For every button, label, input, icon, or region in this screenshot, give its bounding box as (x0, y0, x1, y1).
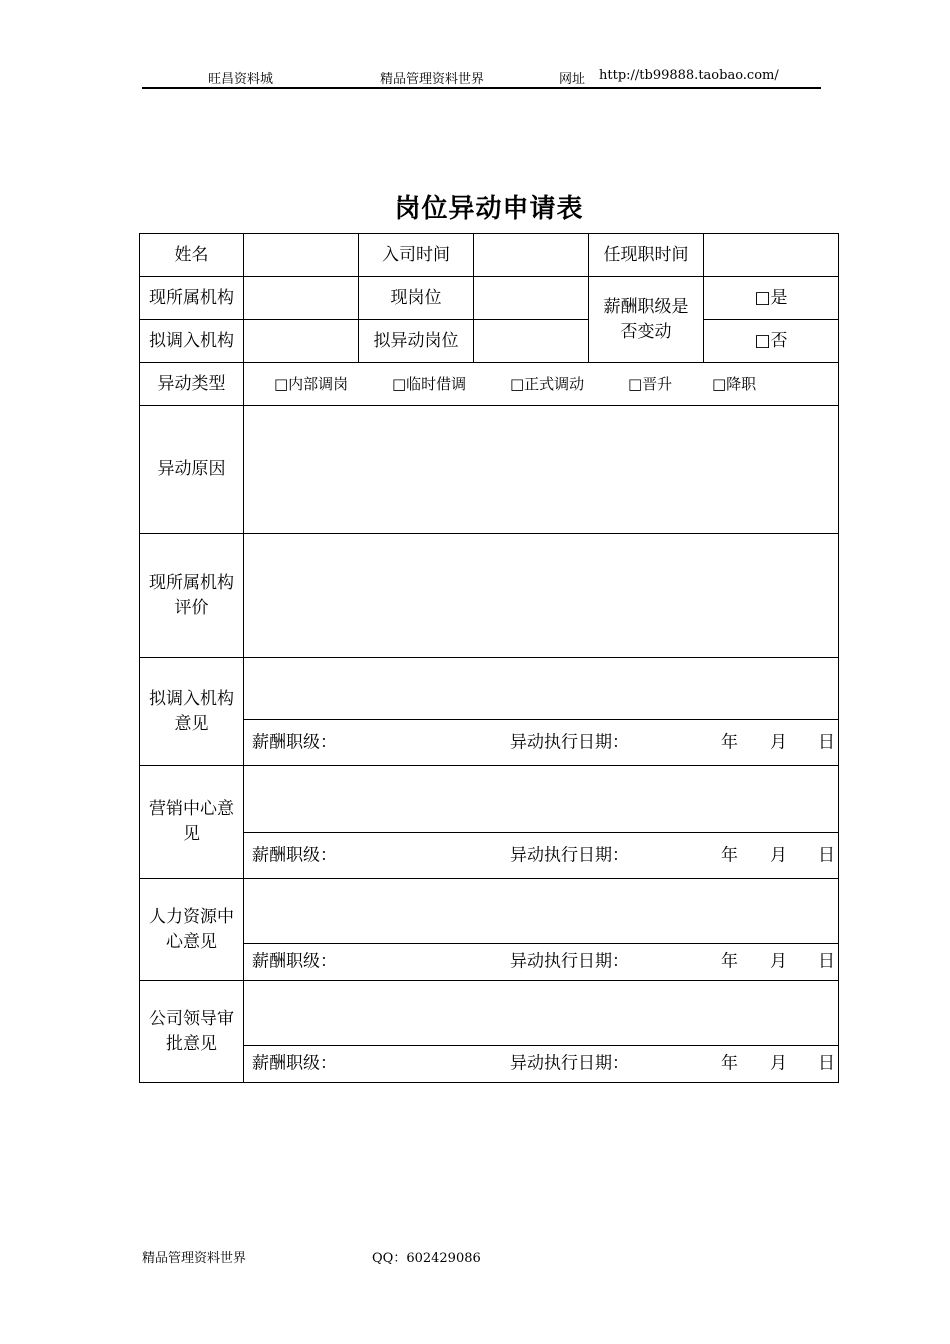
salary-change-label: 薪酬职级是否变动 (589, 277, 704, 363)
target-org-opinion-label: 拟调入机构意见 (140, 658, 244, 766)
join-date-label: 入司时间 (359, 234, 474, 277)
page-title: 岗位异动申请表 (394, 194, 584, 224)
exec-date-label: 异动执行日期： (510, 1053, 629, 1074)
leadership-opinion-label: 公司领导审批意见 (140, 981, 244, 1083)
join-date-field[interactable] (474, 234, 589, 277)
current-org-field[interactable] (244, 277, 359, 320)
footer-qq: QQ：602429086 (372, 1251, 481, 1266)
change-type-formal-checkbox[interactable]: □正式调动 (510, 374, 585, 393)
reason-label: 异动原因 (140, 406, 244, 534)
change-type-label: 异动类型 (140, 363, 244, 406)
salary-grade-label: 薪酬职级： (252, 951, 337, 972)
header-shop: 旺昌资料城 (208, 72, 274, 87)
hr-sign-line (244, 944, 839, 981)
day-label: 日 (818, 732, 835, 752)
target-org-field[interactable] (244, 320, 359, 363)
hr-opinion-field[interactable] (244, 879, 839, 944)
marketing-opinion-field[interactable] (244, 766, 839, 833)
current-post-label: 现岗位 (359, 277, 474, 320)
salary-change-yes-checkbox[interactable]: □是 (704, 277, 839, 320)
reason-field[interactable] (244, 406, 839, 534)
target-org-opinion-field[interactable] (244, 658, 839, 720)
year-label: 年 (721, 1053, 738, 1074)
marketing-sign-line (244, 833, 839, 879)
change-type-demotion-checkbox[interactable]: □降职 (712, 374, 757, 393)
current-org-eval-field[interactable] (244, 534, 839, 658)
header-slogan: 精品管理资料世界 (380, 72, 485, 87)
footer-slogan: 精品管理资料世界 (142, 1251, 247, 1266)
current-org-label: 现所属机构 (140, 277, 244, 320)
exec-date-label: 异动执行日期： (510, 845, 629, 865)
year-label: 年 (721, 951, 738, 972)
exec-date-label: 异动执行日期： (510, 732, 629, 752)
salary-grade-label: 薪酬职级： (252, 845, 337, 865)
leadership-opinion-field[interactable] (244, 981, 839, 1046)
target-post-label: 拟异动岗位 (359, 320, 474, 363)
change-type-temporary-checkbox[interactable]: □临时借调 (392, 374, 467, 393)
target-post-field[interactable] (474, 320, 589, 363)
target-org-sign-line (244, 720, 839, 766)
current-org-eval-label: 现所属机构评价 (140, 534, 244, 658)
hr-opinion-label: 人力资源中心意见 (140, 879, 244, 981)
application-form (139, 233, 839, 1083)
salary-change-no-checkbox[interactable]: □否 (704, 320, 839, 363)
header-divider (142, 87, 821, 89)
exec-date-label: 异动执行日期： (510, 951, 629, 972)
leadership-sign-line (244, 1046, 839, 1083)
salary-grade-label: 薪酬职级： (252, 1053, 337, 1074)
current-post-time-field[interactable] (704, 234, 839, 277)
change-type-options (244, 363, 839, 406)
year-label: 年 (721, 732, 738, 752)
day-label: 日 (818, 845, 835, 865)
current-post-time-label: 任现职时间 (589, 234, 704, 277)
change-type-internal-checkbox[interactable]: □内部调岗 (274, 374, 349, 393)
change-type-promotion-checkbox[interactable]: □晋升 (628, 374, 673, 393)
header-url-label: 网址 (559, 72, 586, 87)
month-label: 月 (770, 951, 787, 972)
month-label: 月 (770, 732, 787, 752)
day-label: 日 (818, 1053, 835, 1074)
current-post-field[interactable] (474, 277, 589, 320)
name-field[interactable] (244, 234, 359, 277)
salary-grade-label: 薪酬职级： (252, 732, 337, 752)
header-url[interactable]: http://tb99888.taobao.com/ (599, 68, 779, 83)
day-label: 日 (818, 951, 835, 972)
target-org-label: 拟调入机构 (140, 320, 244, 363)
month-label: 月 (770, 1053, 787, 1074)
name-label: 姓名 (140, 234, 244, 277)
year-label: 年 (721, 845, 738, 865)
marketing-opinion-label: 营销中心意见 (140, 766, 244, 879)
month-label: 月 (770, 845, 787, 865)
